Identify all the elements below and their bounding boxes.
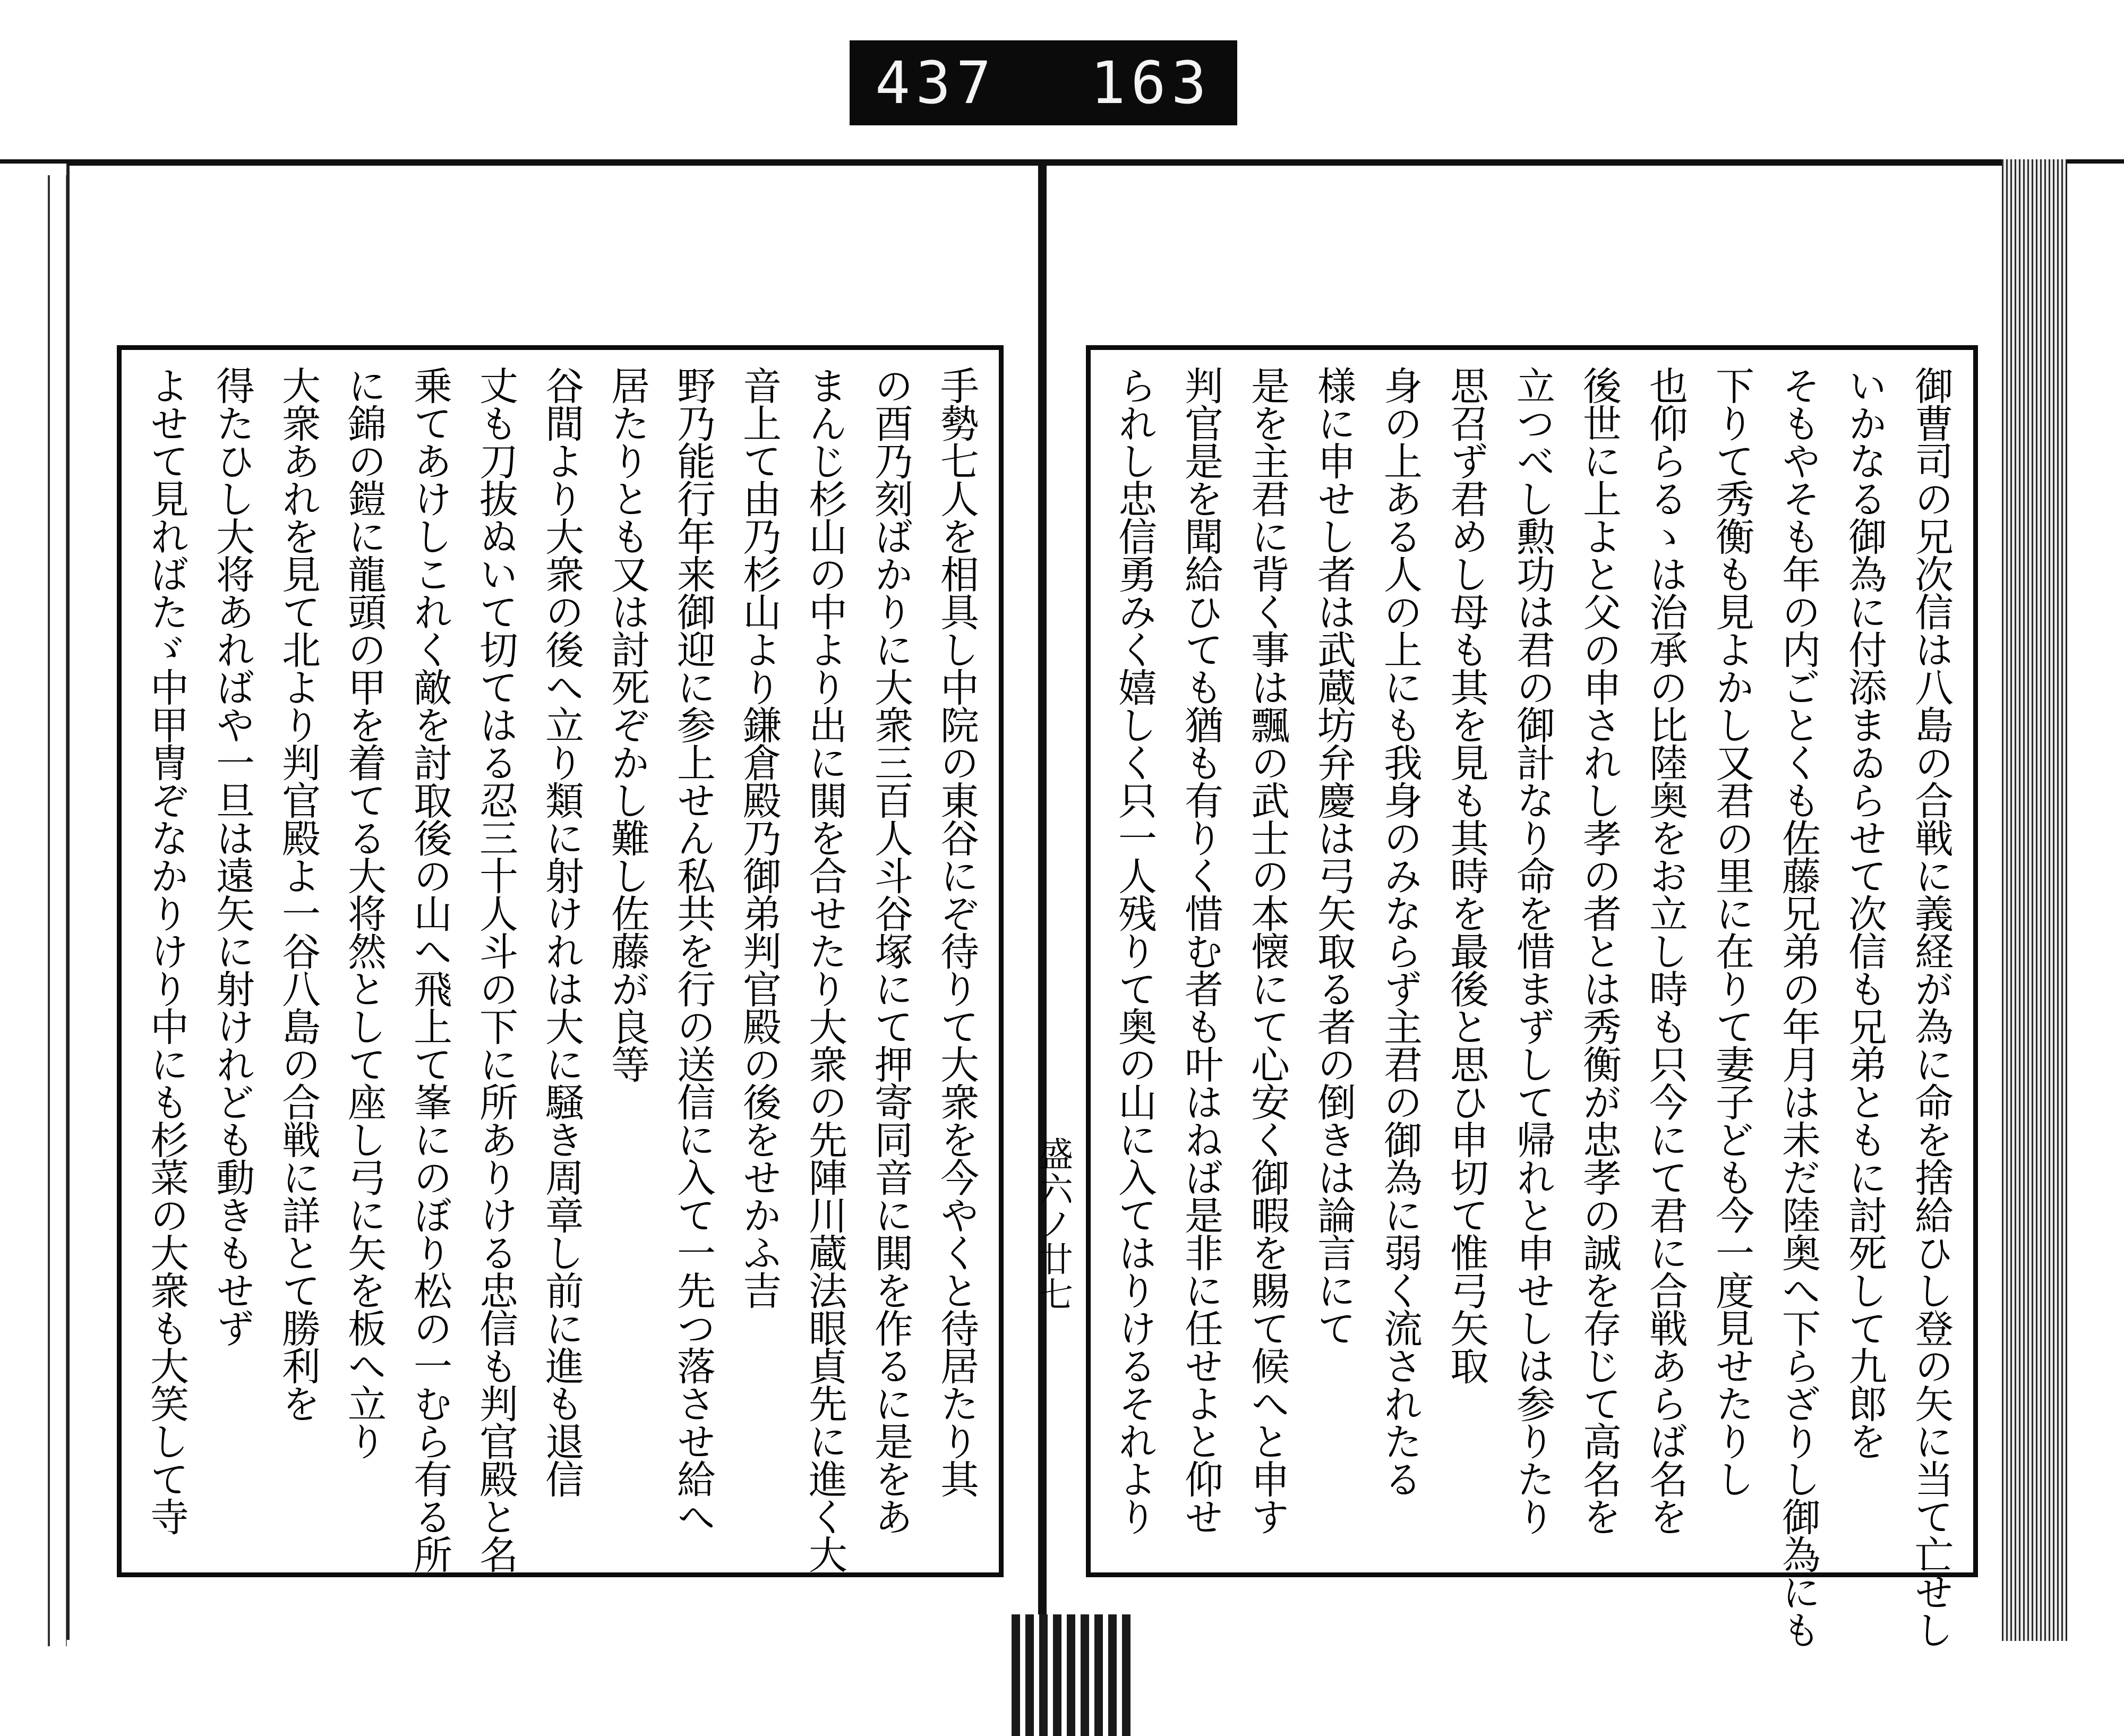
book-fore-edge: [2002, 159, 2067, 1641]
catalog-number-right: 163: [1090, 49, 1212, 117]
text-column: られし忠信勇みく嬉しく只一人残りて奥の山に入てはりけるそれより: [1111, 366, 1157, 1535]
text-column: 谷間より大衆の後へ立り類に射けれは大に騒き周章し前に進も退信: [538, 366, 584, 1497]
spine-stitching: [1012, 1614, 1134, 1736]
book-top-edge: [0, 159, 2124, 164]
text-column: いかなる御為に付添まゐらせて次信も兄弟ともに討死して九郎を: [1842, 366, 1887, 1459]
text-column: 立つべし勲功は君の御計なり命を惜まずして帰れと申せしは参りたり: [1510, 366, 1555, 1535]
text-column: 手勢七人を相具し中院の東谷にぞ待りて大衆を今やくと待居たり其: [933, 366, 979, 1497]
text-column: 様に申せし者は武蔵坊弁慶は弓矢取る者の倒きは論言にて: [1311, 366, 1356, 1346]
text-column: 得たひし大将あればや一旦は遠矢に射けれども動きもせず: [209, 366, 254, 1346]
text-column: の酉乃刻ばかりに大衆三百人斗谷塚にて押寄同音に閧を作るに是をあ: [868, 366, 913, 1535]
text-column: 下りて秀衡も見よかし又君の里に在りて妻子ども今一度見せたりし: [1709, 366, 1754, 1497]
text-column: 也仰らるゝは治承の比陸奥をお立し時も只今にて君に合戦あらば名を: [1642, 366, 1688, 1535]
text-column: まんじ杉山の中より出に閧を合せたり大衆の先陣川蔵法眼貞先に進く大: [802, 366, 847, 1572]
text-column: そもやそも年の内ごとくも佐藤兄弟の年月は未だ陸奥へ下らざりし御為にも: [1775, 366, 1820, 1648]
text-column: 大衆あれを見て北より判官殿よ一谷八島の合戦に詳とて勝利を: [275, 366, 320, 1422]
text-column: 是を主君に背く事は飄の武士の本懐にて心安く御暇を賜て候へと申す: [1244, 366, 1289, 1535]
right-page-text-block: [1086, 345, 1978, 1648]
text-column: よせて見ればたゞ中甲冑ぞなかりけり中にも杉菜の大衆も大笑して寺: [143, 366, 189, 1535]
text-column: 乗てあけしこれく敵を討取後の山へ飛上て峯にのぼり松の一むら有る所: [407, 366, 452, 1572]
text-column: 後世に上よと父の申されし孝の者とは秀衡が忠孝の誠を存じて高名を: [1576, 366, 1621, 1535]
text-column: 判官是を聞給ひても猶も有りく惜む者も叶はねば是非に任せよと仰せ: [1178, 366, 1223, 1535]
left-page-text-block: [117, 345, 1004, 1577]
text-column: 身の上ある人の上にも我身のみならず主君の御為に弱く流されたる: [1377, 366, 1422, 1497]
text-column: 居たりとも又は討死ぞかし難し佐藤が良等: [604, 366, 649, 1082]
catalog-number-left: 437: [875, 49, 997, 117]
catalog-number-label: [850, 40, 1237, 125]
book-left-edge: [48, 175, 67, 1646]
text-column: 丈も刀抜ぬいて切てはる忍三十人斗の下に所ありける忠信も判官殿と名: [473, 366, 518, 1572]
book-spine: [1038, 159, 1047, 1736]
text-column: 野乃能行年来御迎に参上せん私共を行の送信に入て一先つ落させ給へ: [670, 366, 715, 1535]
text-column: 思召ず君めし母も其を見も其時を最後と思ひ申切て惟弓矢取: [1443, 366, 1488, 1384]
text-column: 音上て由乃杉山より鎌倉殿乃御弟判官殿の後をせかふ吉: [736, 366, 781, 1309]
text-column: 御曹司の兄次信は八島の合戦に義経が為に命を捨給ひし登の矢に当て亡せし: [1908, 366, 1953, 1648]
folio-mark: 盛六ノ廿七: [1033, 1136, 1073, 1312]
text-column: に錦の鎧に龍頭の甲を着てる大将然として座し弓に矢を板へ立り: [341, 366, 386, 1459]
